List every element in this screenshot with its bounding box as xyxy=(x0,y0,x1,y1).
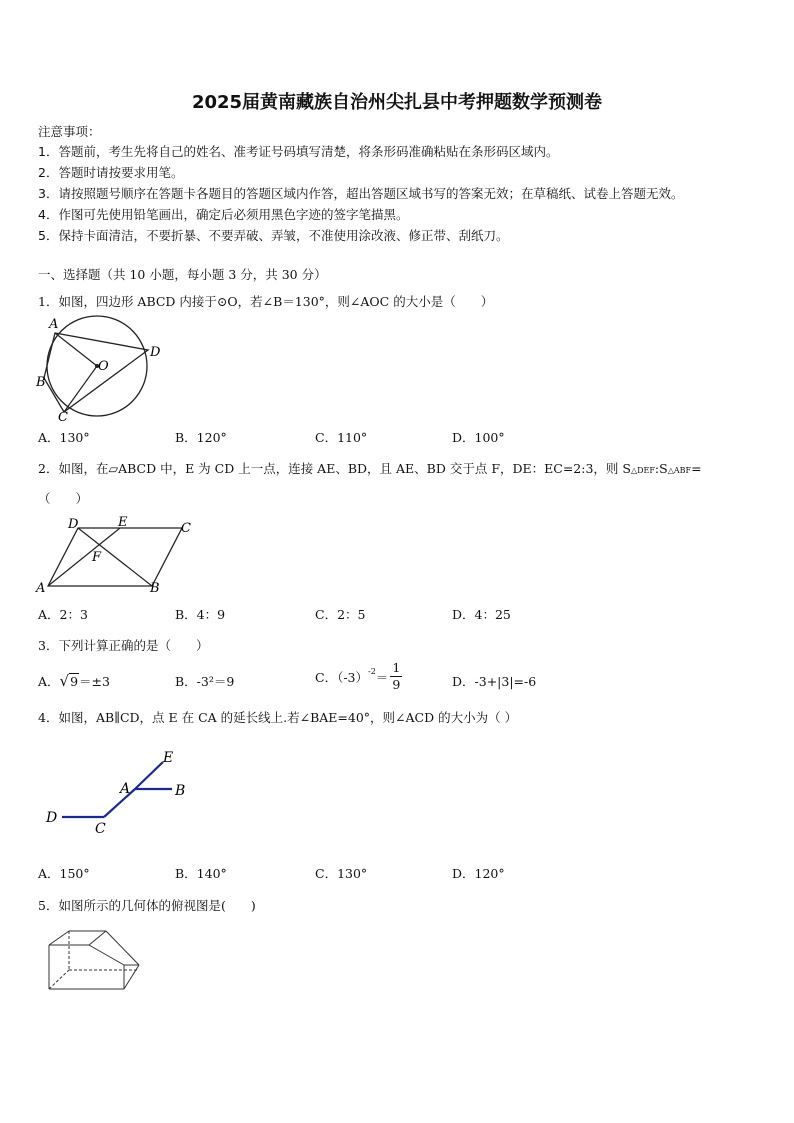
notice-item: 5．保持卡面清洁，不要折暴、不要弄破、弄皱，不准使用涂改液、修正带、刮纸刀。 xyxy=(38,228,509,243)
sqrt-sign: √ xyxy=(59,672,70,690)
point-label-e: E xyxy=(118,515,128,530)
point-label-c: C xyxy=(58,410,68,424)
page-title: 2025届黄南藏族自治州尖扎县中考押题数学预测卷 xyxy=(191,92,603,113)
point-label-c: C xyxy=(181,521,191,536)
option-d: D．-3+|3|=-6 xyxy=(452,674,537,689)
solid-figure xyxy=(44,925,149,997)
stem-text: 2．如图，在▱ABCD 中，E 为 CD 上一点，连接 AE、BD，且 AE、BD 交于点 F，DE：EC=2:3，则 S xyxy=(38,461,631,476)
point-label-e: E xyxy=(163,750,174,766)
point-label-a: A xyxy=(36,581,46,594)
notice-item: 1．答题前，考生先将自己的姓名、准考证号码填写清楚，将条形码准确粘贴在条形码区域内。 xyxy=(38,144,559,159)
option-c xyxy=(315,660,402,696)
point-label-d: D xyxy=(150,345,161,360)
numerator: 1 xyxy=(392,660,401,675)
point-label-b: B xyxy=(175,783,186,799)
option-c: C．130° xyxy=(315,866,368,881)
circle-figure xyxy=(34,312,169,424)
option-b: B．4：9 xyxy=(175,607,226,622)
notice-item: 3．请按照题号顺序在答题卡各题目的答题区域内作答，超出答题区域书写的答案无效；在草稿纸、试卷上答题无效。 xyxy=(38,186,684,201)
option-a: A．150° xyxy=(38,866,90,881)
triangle-def-subscript: △DEF xyxy=(630,466,655,475)
point-label-o: O xyxy=(98,359,109,374)
point-label-b: B xyxy=(36,375,46,390)
triangle-abf-subscript: △ABF xyxy=(667,466,692,475)
option-c: C．110° xyxy=(315,430,368,445)
option-a: A．2：3 xyxy=(38,607,88,622)
fraction xyxy=(390,660,402,693)
point-label-a: A xyxy=(49,317,59,332)
option-c-equals: ＝ xyxy=(375,669,389,685)
parallelogram-figure xyxy=(34,512,199,594)
notice-heading: 注意事项： xyxy=(38,124,101,139)
option-a xyxy=(38,672,110,690)
question-4-stem: 4．如图，AB∥CD，点 E 在 CA 的延长线上.若∠BAE=40°，则∠ACD 的大小为（ ） xyxy=(38,710,518,725)
option-b: B．120° xyxy=(175,430,227,445)
point-label-c: C xyxy=(95,821,106,837)
exponent: -2 xyxy=(368,667,376,676)
question-5-stem: 5．如图所示的几何体的俯视图是( ) xyxy=(38,898,256,913)
equals-sign: = xyxy=(691,461,702,476)
option-d: D．4：25 xyxy=(452,607,511,622)
notice-item: 4．作图可先使用铅笔画出，确定后必须用黑色字迹的签字笔描黑。 xyxy=(38,207,409,222)
notice-item: 2．答题时请按要求用笔。 xyxy=(38,165,184,180)
question-3-stem: 3．下列计算正确的是（ ） xyxy=(38,638,209,653)
option-b: B．-3²＝9 xyxy=(175,674,235,689)
option-c-prefix: C．（-3） xyxy=(315,669,368,685)
option-c: C．2：5 xyxy=(315,607,366,622)
point-label-d: D xyxy=(68,517,79,532)
question-2-stem xyxy=(38,459,702,477)
option-a: A．130° xyxy=(38,430,90,445)
radicand: 9 xyxy=(70,674,79,689)
denominator: 9 xyxy=(392,677,401,692)
option-d: D．100° xyxy=(452,430,505,445)
option-b: B．140° xyxy=(175,866,227,881)
answer-paren: （ ） xyxy=(38,491,89,506)
point-label-d: D xyxy=(46,810,58,826)
point-label-a: A xyxy=(120,781,131,797)
point-label-b: B xyxy=(150,581,160,594)
option-a-result: ＝±3 xyxy=(79,674,110,689)
option-d: D．120° xyxy=(452,866,505,881)
ratio-colon: :S xyxy=(654,461,668,476)
parallel-lines-figure xyxy=(40,745,200,837)
point-label-f: F xyxy=(92,550,102,565)
question-1-stem: 1．如图，四边形 ABCD 内接于⊙O，若∠B＝130°，则∠AOC 的大小是（ ） xyxy=(38,294,494,309)
option-a-prefix: A． xyxy=(38,674,60,689)
section-heading: 一、选择题（共 10 小题，每小题 3 分，共 30 分） xyxy=(38,267,327,282)
